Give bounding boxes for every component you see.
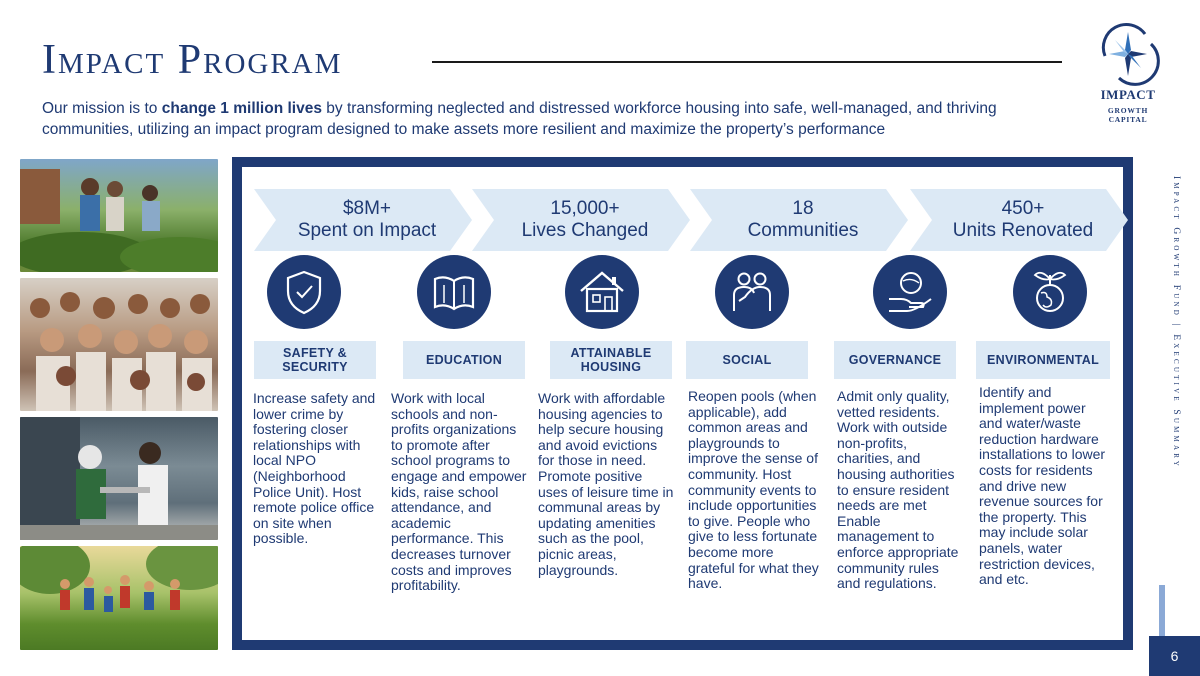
pillar-title: ENVIRONMENTAL <box>976 341 1110 379</box>
logo-compass-icon <box>1095 20 1161 86</box>
stat-text <box>490 198 680 242</box>
pillar-description: Identify and implement power and water/waste reduction hardware installations to lower costs for residents and drive new revenue sources for the property. This may include solar panels, water restriction devices, and etc. <box>979 384 1106 588</box>
stat-chevron <box>254 189 472 251</box>
stat-label: Lives Changed <box>521 220 649 241</box>
stat-label: Units Renovated <box>952 220 1094 241</box>
mission-statement <box>42 98 1082 140</box>
pillar-title: SOCIAL <box>686 341 808 379</box>
stat-value: 450+ <box>1001 198 1045 219</box>
stat-chevron <box>910 189 1128 251</box>
stat-value: 15,000+ <box>550 198 620 219</box>
stat-text <box>272 198 462 242</box>
pillar-description: Work with affordable housing agencies to help secure housing and avoid evictions for those in need. Promote positive uses of leisure time in communal areas by updating amenities such as the pool, picnic areas, playgrounds. <box>538 390 674 578</box>
page-title: Impact Program <box>42 37 343 83</box>
photo-kids-jumping <box>20 546 218 650</box>
logo-name: IMPACT <box>1100 87 1156 102</box>
pillar-title: SAFETY & SECURITY <box>254 341 376 379</box>
pillar-title: EDUCATION <box>403 341 525 379</box>
pillar-description: Work with local schools and non-profits organizations to promote after school programs to engage and empower kids, raise school attendance, and academic performance. This decreases turnover costs and improves profitability. <box>391 390 527 594</box>
stat-text <box>928 198 1118 242</box>
stat-label: Spent on Impact <box>297 220 437 241</box>
sidebar-accent-bar <box>1159 585 1165 637</box>
photo-diverse-group <box>20 278 218 411</box>
pillar-title: ATTAINABLE HOUSING <box>550 341 672 379</box>
people-hug-icon <box>715 255 789 329</box>
photo-community-garden <box>20 159 218 272</box>
page-number: 6 <box>1149 636 1200 676</box>
photo-helping-elderly <box>20 417 218 540</box>
earth-sprout-icon <box>1013 255 1087 329</box>
stat-value: $8M+ <box>342 198 392 219</box>
sidebar-document-title: Impact Growth Fund | Executive Summary <box>1171 176 1181 469</box>
pillar-description: Reopen pools (when applicable), add common areas and playgrounds to improve the sense of community. Host community events to include opportunities to give. People who give to less fortunate become more grateful for what they have. <box>688 388 819 592</box>
house-icon <box>565 255 639 329</box>
company-logo <box>1090 20 1166 124</box>
stat-value: 18 <box>792 198 814 219</box>
pillar-description: Admit only quality, vetted residents. Work with outside non-profits, charities, and housing authorities to ensure resident needs are met Enable management to enforce appropriate community rules and regulations. <box>837 388 959 592</box>
mission-text-end: by transforming neglected and distressed workforce housing into safe, well-managed, and thriving communities, utilizing an impact program designed to make assets more resilient and maximize the property’s performance <box>42 100 997 138</box>
impact-panel <box>232 157 1133 650</box>
logo-subtitle: GROWTH CAPITAL <box>1107 106 1149 124</box>
stat-label: Communities <box>747 220 859 241</box>
mission-text-start: Our mission is to <box>42 100 162 117</box>
title-rule <box>432 61 1062 63</box>
mission-emphasis: change 1 million lives <box>161 100 322 117</box>
shield-check-icon <box>267 255 341 329</box>
stat-chevron <box>690 189 908 251</box>
book-icon <box>417 255 491 329</box>
pillar-title: GOVERNANCE <box>834 341 956 379</box>
pillar-description: Increase safety and lower crime by fostering closer relationships with local NPO (Neighborhood Police Unit). Host remote police office on site when possible. <box>253 390 376 547</box>
stat-text <box>708 198 898 242</box>
stat-chevron <box>472 189 690 251</box>
hand-globe-icon <box>873 255 947 329</box>
